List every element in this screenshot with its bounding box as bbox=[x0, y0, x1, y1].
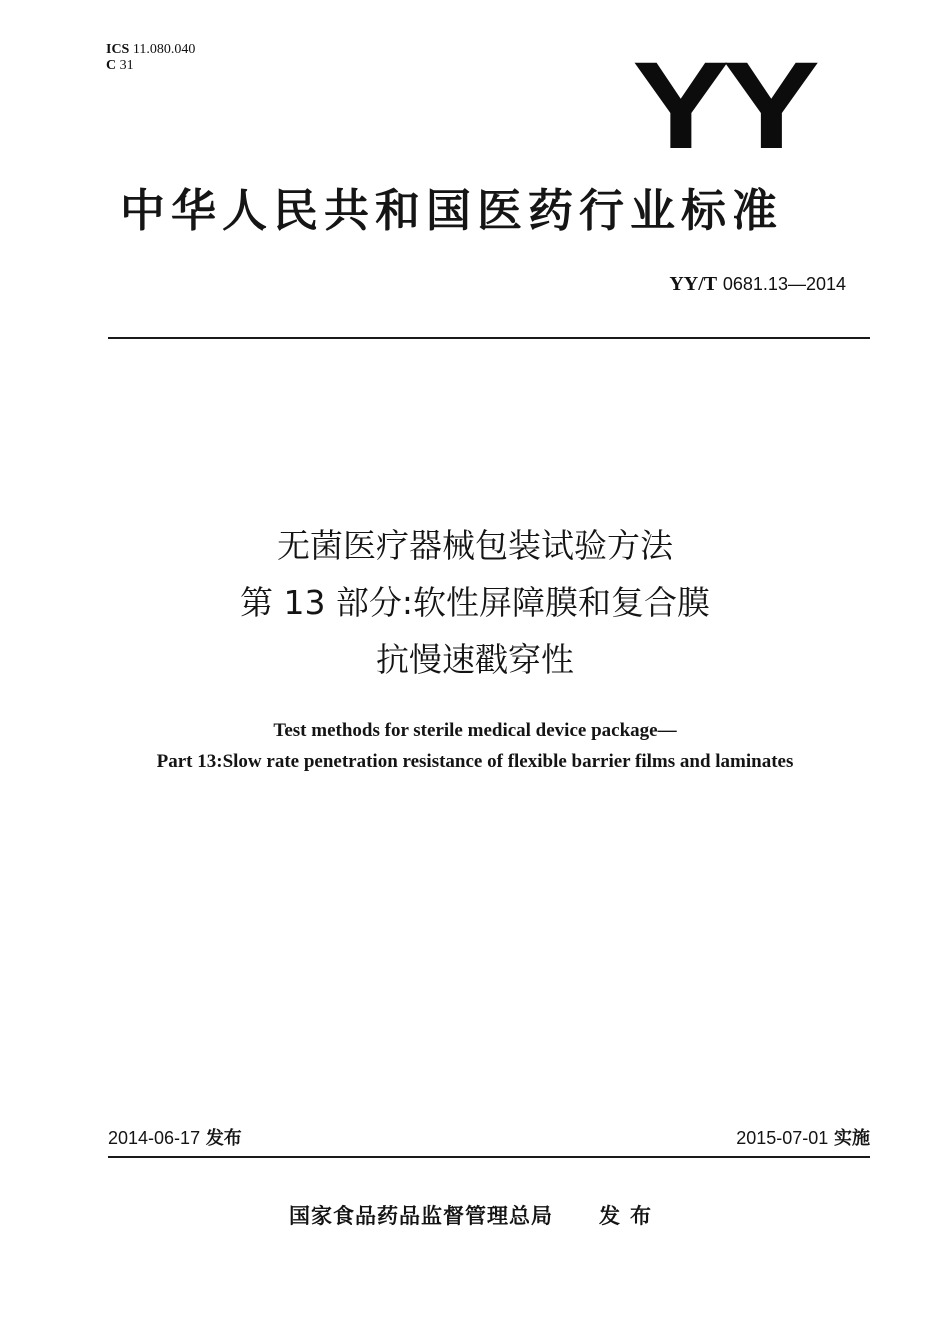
ics-code-row bbox=[106, 42, 195, 58]
classification-codes bbox=[106, 42, 195, 74]
standard-number bbox=[669, 272, 846, 297]
yy-logo: YY bbox=[632, 37, 814, 175]
publisher-line bbox=[289, 1198, 661, 1234]
issue-date bbox=[108, 1124, 242, 1153]
ics-code: 11.080.040 bbox=[132, 42, 196, 57]
ccs-code: 31 bbox=[119, 58, 134, 73]
top-divider bbox=[108, 337, 870, 339]
implementation-label: 实施 bbox=[834, 1128, 870, 1149]
title-cn-line1: 无菌医疗器械包装试验方法 bbox=[277, 526, 673, 565]
implementation-date bbox=[736, 1124, 870, 1153]
ccs-label: C bbox=[106, 58, 117, 73]
publish-action: 发布 bbox=[599, 1204, 661, 1228]
standard-prefix: YY/T bbox=[669, 273, 718, 295]
title-cn-line2: 第 13 部分:软性屏障膜和复合膜 bbox=[239, 583, 711, 622]
bottom-divider bbox=[108, 1156, 870, 1158]
issue-date-value: 2014-06-17 bbox=[108, 1128, 201, 1148]
ics-label: ICS bbox=[106, 42, 130, 57]
title-en-line1: Test methods for sterile medical device package— bbox=[273, 720, 677, 741]
publisher-name: 国家食品药品监督管理总局 bbox=[289, 1204, 553, 1228]
title-en-line2: Part 13:Slow rate penetration resistance of flexible barrier films and laminates bbox=[156, 751, 794, 772]
standard-code: 0681.13—2014 bbox=[722, 274, 846, 294]
standard-category: 中华人民共和国医药行业标准 bbox=[120, 184, 784, 237]
implementation-date-value: 2015-07-01 bbox=[736, 1128, 829, 1148]
issue-label: 发布 bbox=[205, 1128, 242, 1149]
title-cn-line3: 抗慢速戳穿性 bbox=[376, 640, 574, 679]
ccs-code-row bbox=[106, 58, 195, 74]
